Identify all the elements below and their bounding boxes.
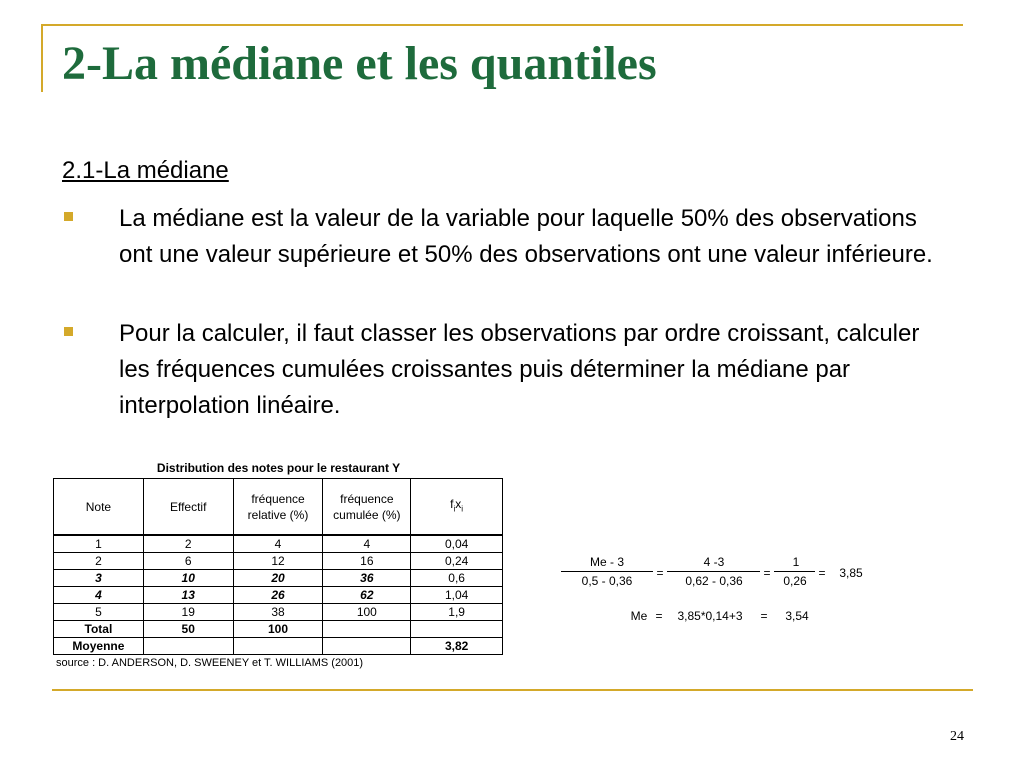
table-cell [411, 621, 503, 638]
table-cell: 100 [323, 604, 411, 621]
median-expression: 3,85*0,14+3 [677, 609, 743, 623]
table-cell: 16 [323, 553, 411, 570]
page-number: 24 [950, 729, 964, 744]
bullet-method [62, 316, 952, 424]
header-note: Note [54, 479, 144, 536]
bullet-definition [62, 201, 952, 273]
table-cell [143, 638, 233, 655]
table-row [54, 587, 503, 604]
table-cell [323, 638, 411, 655]
square-bullet-icon [64, 212, 73, 221]
table-cell: 0,04 [411, 535, 503, 553]
fraction3-bar [774, 571, 815, 572]
table-cell: 50 [143, 621, 233, 638]
table-cell: 38 [233, 604, 323, 621]
table-cell [233, 638, 323, 655]
equals-sign: = [760, 609, 768, 623]
fraction1-denominator: 0,5 - 0,36 [581, 574, 633, 588]
table-cell: 4 [54, 587, 144, 604]
table-row [54, 553, 503, 570]
equals-sign: = [763, 566, 771, 580]
square-bullet-icon [64, 327, 73, 336]
table-cell: 19 [143, 604, 233, 621]
slide-title: 2-La médiane et les quantiles [62, 37, 657, 90]
table-cell: 0,24 [411, 553, 503, 570]
fraction2-bar [667, 571, 760, 572]
header-cumulative-frequency: fréquence cumulée (%) [323, 479, 411, 536]
table-cell: 2 [143, 535, 233, 553]
section-subtitle: 2.1-La médiane [62, 157, 229, 184]
result-value: 3,85 [839, 566, 863, 580]
frame-top-line [41, 24, 963, 26]
fraction2-numerator: 4 -3 [703, 555, 725, 569]
header-effectif: Effectif [143, 479, 233, 536]
table-cell: 6 [143, 553, 233, 570]
table-cell: 100 [233, 621, 323, 638]
table-cell: 1,9 [411, 604, 503, 621]
frame-bottom-line [52, 689, 973, 691]
table-row [54, 535, 503, 553]
table-cell: 4 [323, 535, 411, 553]
header-relative-frequency: fréquence relative (%) [233, 479, 323, 536]
fraction3-denominator: 0,26 [783, 574, 807, 588]
fraction1-numerator: Me - 3 [589, 555, 624, 569]
table-cell: 36 [323, 570, 411, 587]
table-row [54, 604, 503, 621]
fraction2-denominator: 0,62 - 0,36 [685, 574, 743, 588]
table-source: source : D. ANDERSON, D. SWEENEY et T. WILLIAMS (2001) [56, 657, 364, 669]
frame-left-line [41, 24, 43, 92]
equals-sign: = [818, 566, 826, 580]
bullet-text: Pour la calculer, il faut classer les observations par ordre croissant, calculer les fréquences cumulées croissantes puis déterminer la médiane par interpolation linéaire. [119, 320, 920, 419]
equals-sign: = [655, 609, 663, 623]
table-cell: 2 [54, 553, 144, 570]
table-cell: 13 [143, 587, 233, 604]
table-caption: Distribution des notes pour le restaurant Y [156, 461, 401, 475]
median-label: Me [630, 609, 648, 623]
table-cell: Total [54, 621, 144, 638]
table-cell: 12 [233, 553, 323, 570]
fraction1-bar [561, 571, 653, 572]
table-cell: 5 [54, 604, 144, 621]
table-cell: 26 [233, 587, 323, 604]
distribution-table [53, 478, 503, 655]
bullet-text: La médiane est la valeur de la variable pour laquelle 50% des observations ont une valeur supérieure et 50% des observations ont une valeur inférieure. [119, 205, 933, 268]
table-cell: 62 [323, 587, 411, 604]
table-cell: 20 [233, 570, 323, 587]
table-cell: 10 [143, 570, 233, 587]
table-cell [323, 621, 411, 638]
table-cell: 1 [54, 535, 144, 553]
equals-sign: = [656, 566, 664, 580]
fraction3-numerator: 1 [792, 555, 800, 569]
table-total-row [54, 621, 503, 638]
table-cell: 4 [233, 535, 323, 553]
table-cell: 1,04 [411, 587, 503, 604]
table-header-row [54, 479, 503, 536]
median-result: 3,54 [785, 609, 809, 623]
header-fixi: $f_ix_i$ [411, 479, 503, 536]
table-mean-row [54, 638, 503, 655]
table-cell: 3,82 [411, 638, 503, 655]
table-cell: Moyenne [54, 638, 144, 655]
table-cell: 0,6 [411, 570, 503, 587]
table-cell: 3 [54, 570, 144, 587]
table-row [54, 570, 503, 587]
